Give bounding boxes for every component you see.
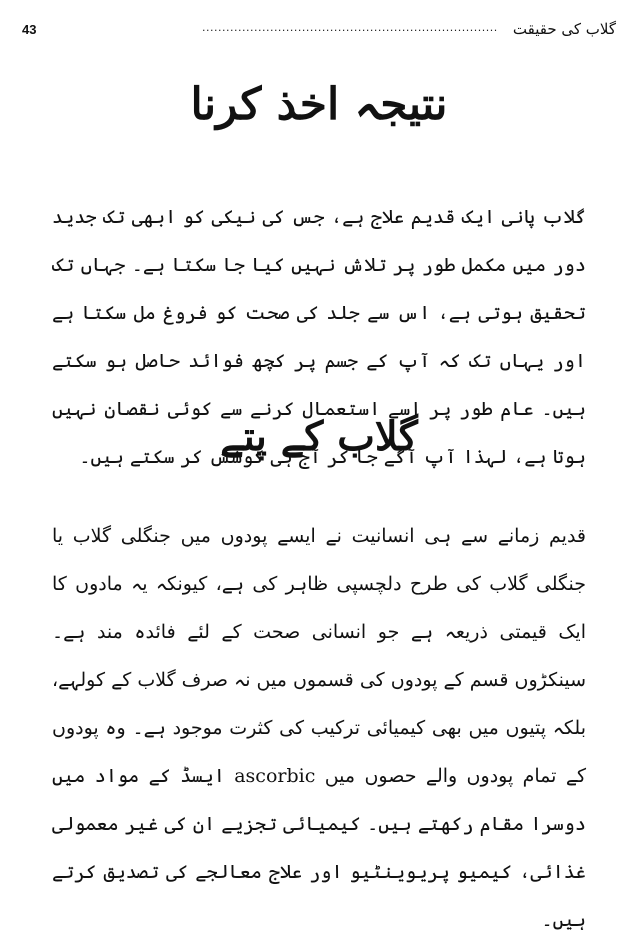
conclusion-paragraph: گلاب پانی ایک قدیم علاج ہے، جس کی نیکی کو ابھی تک جدید دور میں مکمل طور پر تلاش نہیں کیا جا سکتا ہے۔ جہاں تک تحقیق ہوتی ہے، اس سے جلد کی صحت کو فروغ مل سکتا ہے اور یہاں تک کہ آپ کے جسم پر کچھ فوائد حاصل ہو سکتے ہیں۔ عام طور پر اسے استعمال کرنے سے کوئی نقصان نہیں ہوتا ہے، لہذا آپ آگے جا کر آج ہی کوشش کر سکتے ہیں۔ — [52, 206, 586, 468]
rose-leaves-paragraph: قدیم زمانے سے ہی انسانیت نے ایسے پودوں میں جنگلی گلاب یا جنگلی گلاب کی طرح دلچسپی ظاہر کی ہے، کیونکہ یہ مادوں کا ایک قیمتی ذریعہ ہے جو انسانی صحت کے لئے فائدہ مند ہے۔ سینکڑوں قسم کے پودوں کی قسموں میں نہ صرف گلاب کے کولہے، بلکہ پتیوں میں بھی کیمیائی ترکیب کی کثرت موجود ہے۔ وہ پودوں کے تمام پودوں والے حصوں میں ascorbic ایسڈ کے مواد میں دوسرا مقام رکھتے ہیں۔ کیمیائی تجزیے ان کی غیر معمولی غذائی، کیمیو پریوینٹیو اور علاج معالجے کی تصدیق کرتے ہیں۔ — [52, 525, 586, 931]
header-dotted-leader: .......................................................................... — [202, 21, 498, 34]
page-number: 43 — [22, 22, 37, 37]
section-title-rose-leaves: گلاب کے پتے — [220, 413, 418, 460]
running-title: گلاب کی حقیقت — [512, 20, 616, 38]
section-title-conclusion: نتیجہ اخذ کرنا — [190, 79, 448, 130]
page-header — [22, 20, 616, 46]
